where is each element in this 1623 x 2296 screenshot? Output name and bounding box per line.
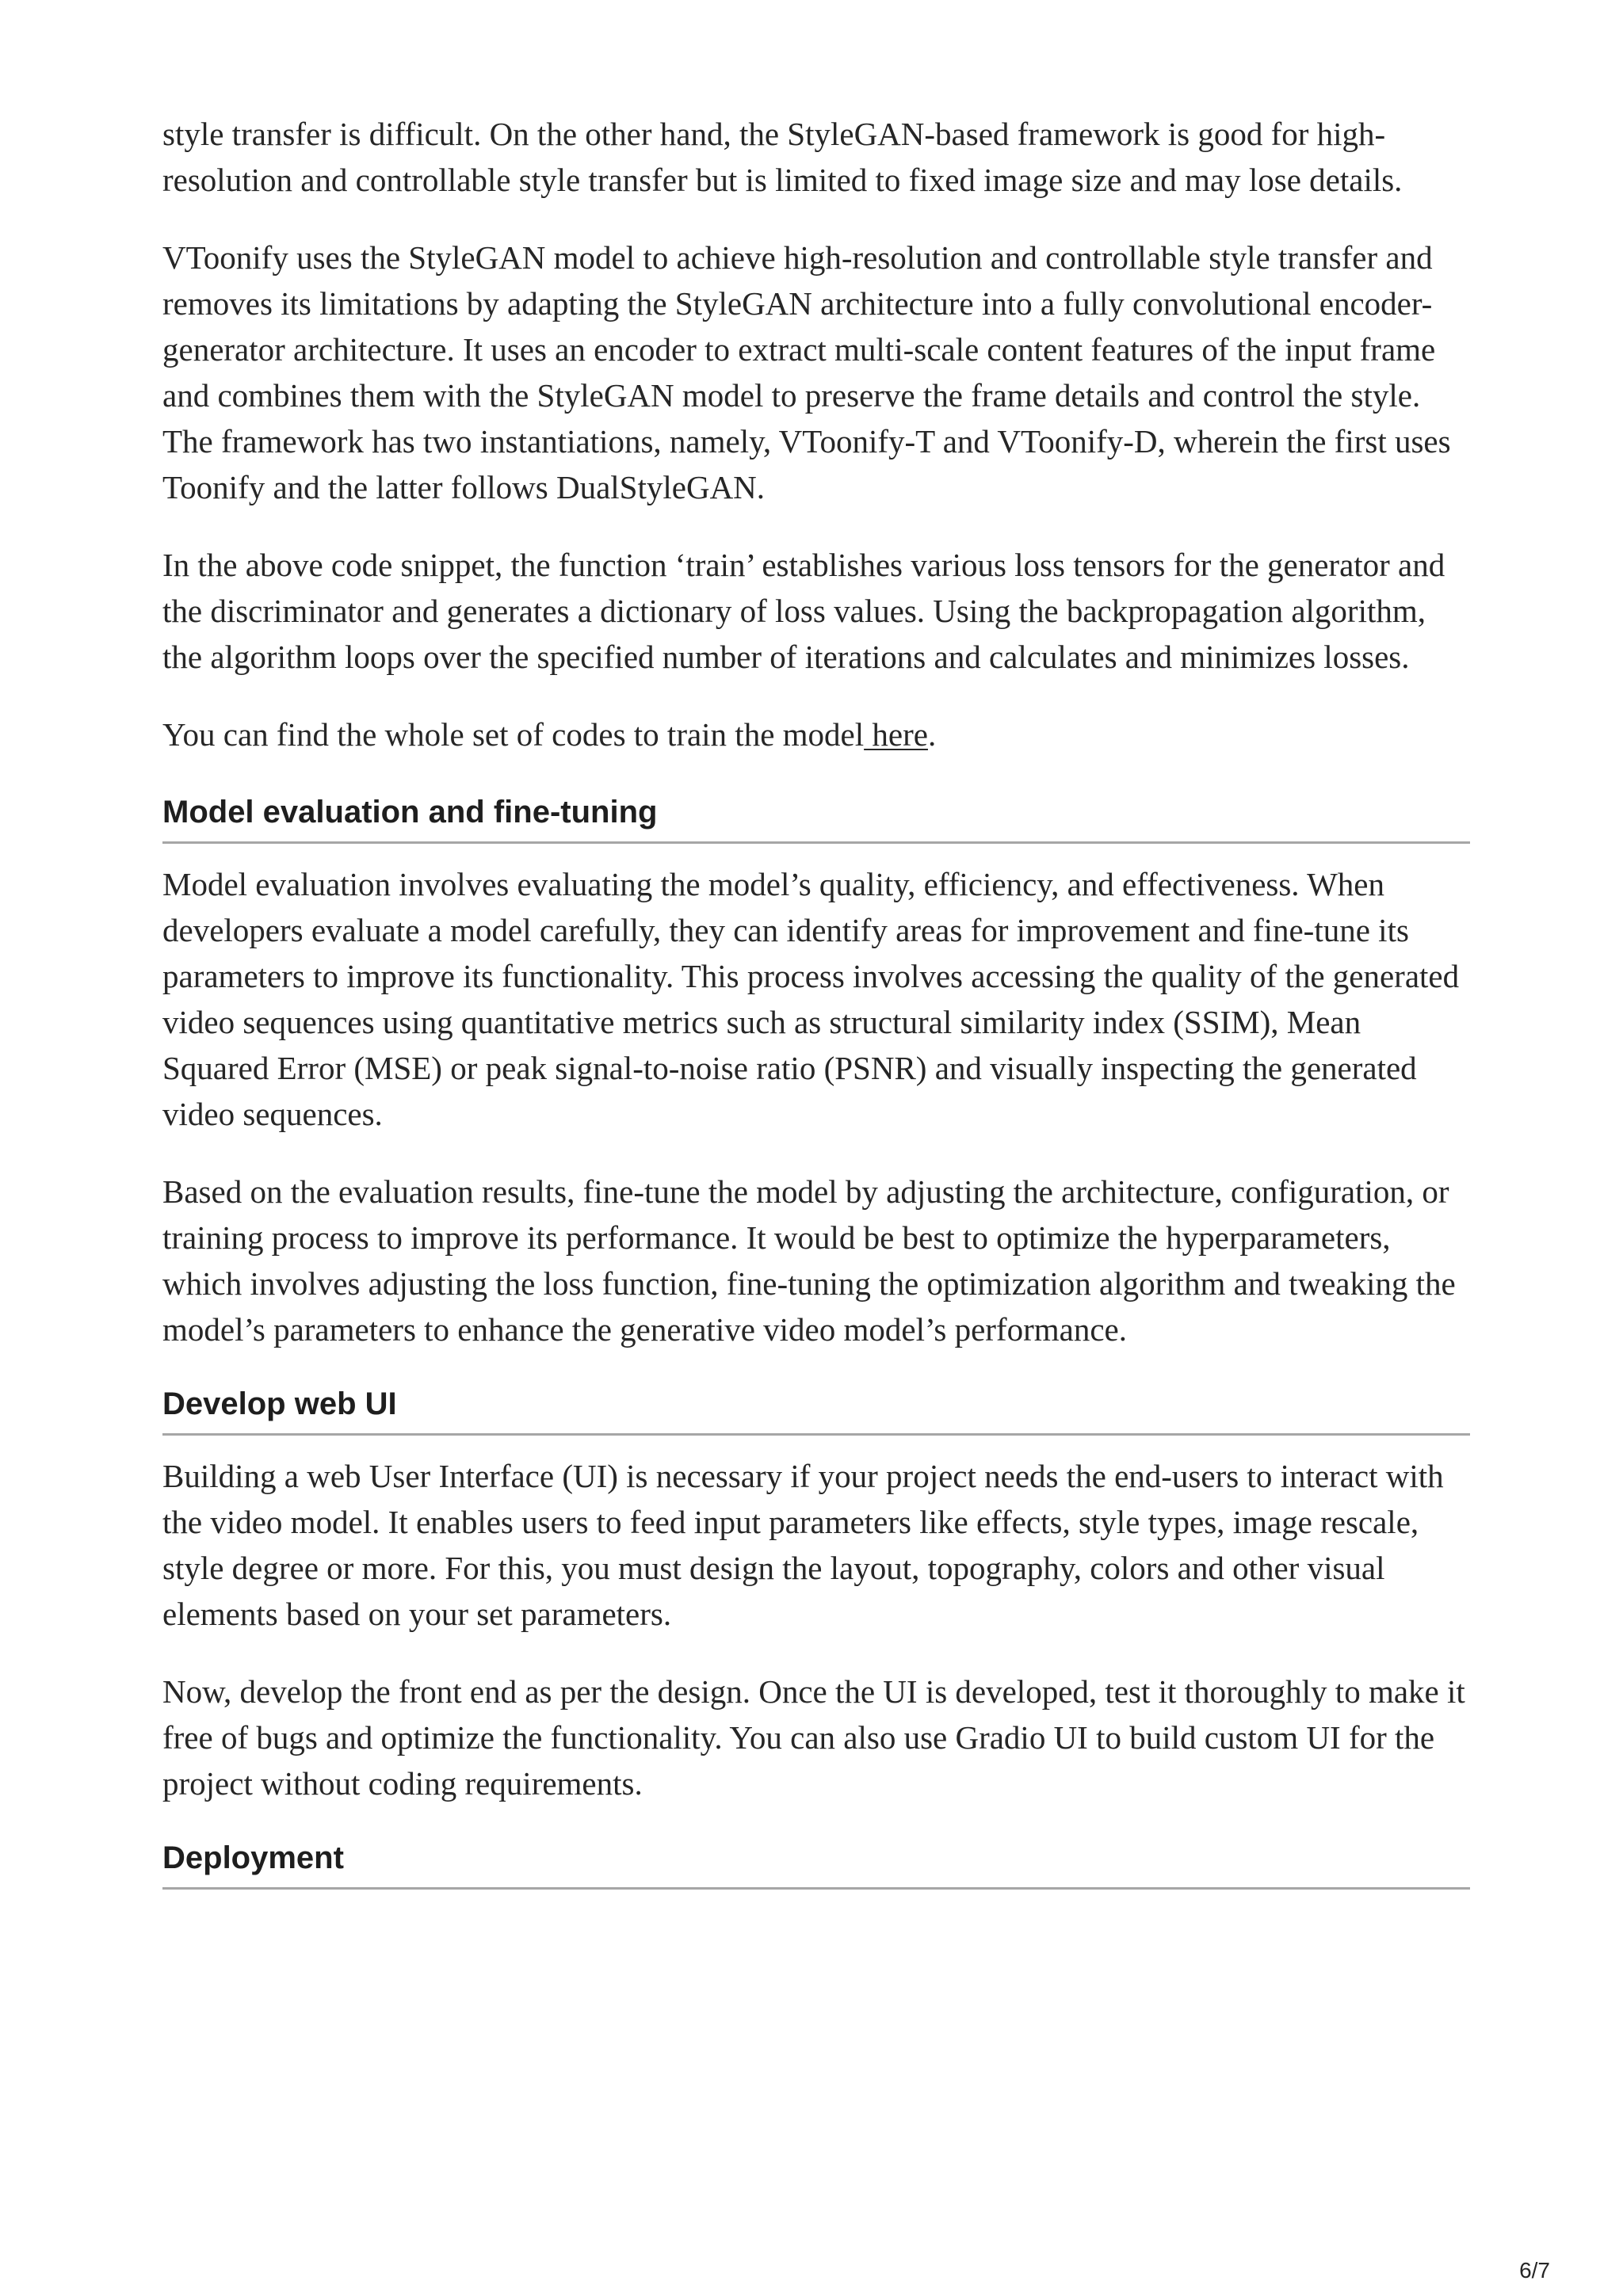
here-link[interactable]: here [864,716,928,753]
paragraph-web-ui-intro: Building a web User Interface (UI) is necessary if your project needs the end-users to interact with the video model. It enables users to feed input parameters like effects, style types, image rescale, style degree or more. For this, you must design the layout, topography, colors and other visual elements based on your set parameters. [162,1458,1444,1632]
article-body [162,111,1470,1907]
paragraph-style-transfer: style transfer is difficult. On the other hand, the StyleGAN-based framework is good for high-resolution and controllable style transfer but is limited to fixed image size and may lose details. [162,116,1403,198]
code-link-prefix: You can find the whole set of codes to train the model [162,716,865,753]
page-number: 6/7 [1519,2258,1550,2283]
paragraph-train-function: In the above code snippet, the function ‘train’ establishes various loss tensors for the generator and the discriminator and generates a dictionary of loss values. Using the backpropagation algorithm, the algorithm loops over the specified number of iterations and calculates and minimizes losses. [162,547,1445,675]
section-heading-evaluation [162,792,1470,844]
paragraph-evaluation-finetune: Based on the evaluation results, fine-tune the model by adjusting the architecture, configuration, or training process to improve its performance. It would be best to optimize the hyperparameters, which involves adjusting the loss function, fine-tuning the optimization algorithm and tweaking the model’s parameters to enhance the generative video model’s performance. [162,1173,1456,1348]
paragraph-code-link [162,711,1470,757]
section-heading-deployment [162,1838,1470,1890]
paragraph-vtoonify: VToonify uses the StyleGAN model to achieve high-resolution and controllable style transfer and removes its limitations by adapting the StyleGAN architecture into a fully convolutional encoder-generator architecture. It uses an encoder to extract multi-scale content features of the input frame and combines them with the StyleGAN model to preserve the frame details and control the style. The framework has two instantiations, namely, VToonify-T and VToonify-D, wherein the first uses Toonify and the latter follows DualStyleGAN. [162,239,1451,505]
heading-develop-web-ui: Develop web UI [162,1384,1470,1436]
paragraph-evaluation-intro: Model evaluation involves evaluating the model’s quality, efficiency, and effectiveness. When developers evaluate a model carefully, they can identify areas for improvement and fine-tune its parameters to improve its functionality. This process involves accessing the quality of the generated video sequences using quantitative metrics such as structural similarity index (SSIM), Mean Squared Error (MSE) or peak signal-to-noise ratio (PSNR) and visually inspecting the generated video sequences. [162,866,1460,1132]
paragraph-web-ui-frontend: Now, develop the front end as per the design. Once the UI is developed, test it thoroughly to make it free of bugs and optimize the functionality. You can also use Gradio UI to build custom UI for the project without coding requirements. [162,1673,1465,1802]
heading-deployment: Deployment [162,1838,1470,1890]
heading-model-evaluation: Model evaluation and fine-tuning [162,792,1470,844]
section-heading-web-ui [162,1384,1470,1436]
code-link-suffix: . [927,716,937,753]
